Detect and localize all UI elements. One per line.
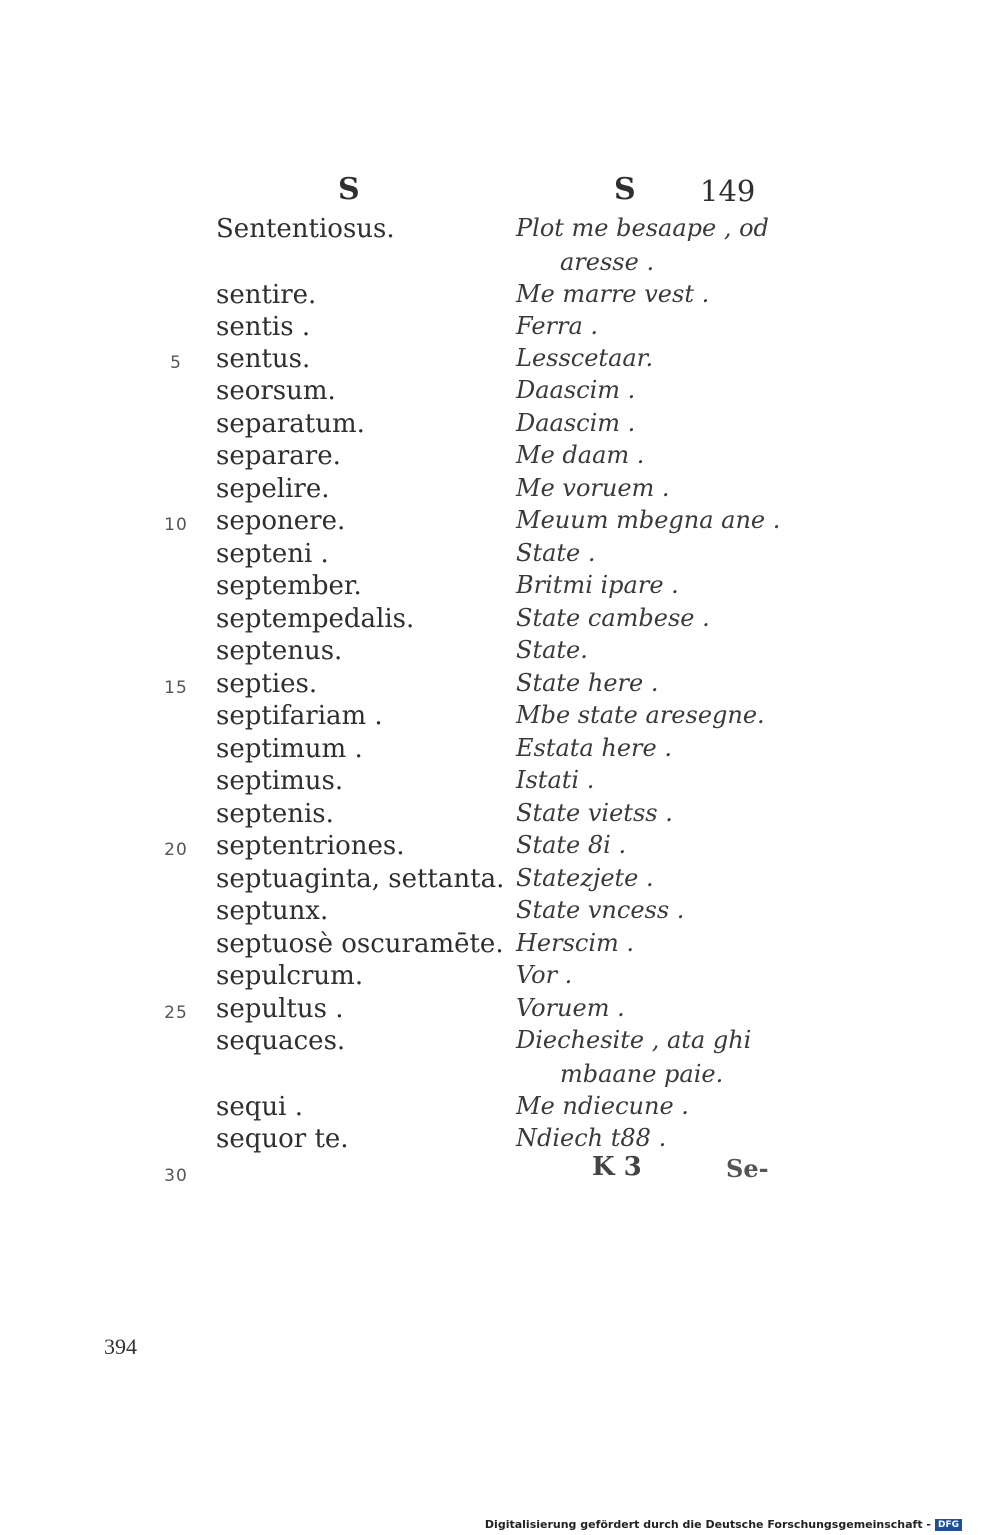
albanian-translation: State here . [516, 669, 659, 697]
latin-term: septies. [216, 669, 318, 699]
entry-row [0, 376, 1000, 410]
dfg-logo-icon: DFG [935, 1519, 962, 1531]
albanian-translation: State. [516, 636, 588, 664]
albanian-translation: State . [516, 539, 596, 567]
latin-term: sepelire. [216, 474, 330, 504]
latin-term: september. [216, 571, 362, 601]
latin-term: septenis. [216, 799, 334, 829]
entry-row [0, 961, 1000, 995]
latin-term: septeni . [216, 539, 329, 569]
entry-row [0, 864, 1000, 898]
line-number: 15 [164, 678, 188, 698]
latin-term: sequi . [216, 1092, 303, 1122]
albanian-translation: Britmi ipare . [516, 571, 679, 599]
latin-term: separatum. [216, 409, 365, 439]
latin-term: sequor te. [216, 1124, 349, 1154]
latin-term: sentis . [216, 312, 311, 342]
latin-term: septenus. [216, 636, 343, 666]
latin-term: septunx. [216, 896, 329, 926]
entry-row [0, 441, 1000, 475]
albanian-translation: Me ndiecune . [516, 1092, 689, 1120]
albanian-translation: Meuum mbegna ane . [516, 506, 781, 534]
footer-text: Digitalisierung gefördert durch die Deutsche Forschungsgemeinschaft - [484, 1518, 931, 1531]
albanian-translation: Plot me besaape , od [516, 214, 769, 242]
latin-term: separare. [216, 441, 341, 471]
albanian-translation: Vor . [516, 961, 573, 989]
header-right-letter: S [614, 172, 636, 207]
albanian-translation: State vncess . [516, 896, 685, 924]
albanian-translation: Me daam . [516, 441, 645, 469]
albanian-translation: Daascim . [516, 409, 636, 437]
entry-row [0, 1157, 1000, 1191]
albanian-translation: Estata here . [516, 734, 672, 762]
line-number: 20 [164, 840, 188, 860]
entry-row [0, 506, 1000, 540]
latin-term: sentire. [216, 280, 317, 310]
entry-row [0, 929, 1000, 963]
entry-row [0, 896, 1000, 930]
entry-row [0, 571, 1000, 605]
entry-row [0, 636, 1000, 670]
latin-term: seorsum. [216, 376, 336, 406]
entry-row [0, 604, 1000, 638]
albanian-translation: Istati . [516, 766, 595, 794]
line-number: 10 [164, 515, 188, 535]
entry-row [0, 831, 1000, 865]
latin-term: sepulcrum. [216, 961, 364, 991]
signature-mark: K 3 [592, 1152, 642, 1182]
latin-term: septuaginta, settanta. [216, 864, 505, 894]
albanian-translation: Me marre vest . [516, 280, 710, 308]
header-left-letter: S [338, 172, 360, 207]
scan-page-number: 394 [104, 1334, 137, 1359]
entry-row [0, 539, 1000, 573]
albanian-translation: State vietss . [516, 799, 673, 827]
albanian-translation: Ndiech t88 . [516, 1124, 667, 1152]
catchword: Se- [726, 1154, 769, 1183]
albanian-translation: Me voruem . [516, 474, 670, 502]
albanian-translation: Herscim . [516, 929, 635, 957]
entry-row [0, 734, 1000, 768]
albanian-translation: Lesscetaar. [516, 344, 654, 372]
entry-row [0, 409, 1000, 443]
latin-term: septempedalis. [216, 604, 415, 634]
line-number: 25 [164, 1003, 188, 1023]
footer-credit [485, 1518, 962, 1531]
latin-term: sequaces. [216, 1026, 346, 1056]
line-number: 30 [164, 1166, 188, 1186]
entry-row [0, 344, 1000, 378]
latin-term: Sententiosus. [216, 214, 395, 244]
entry-row [0, 312, 1000, 346]
entry-row [0, 214, 1000, 276]
latin-term: septimus. [216, 766, 344, 796]
entry-row [0, 474, 1000, 508]
albanian-translation-continued: mbaane paie. [560, 1060, 724, 1088]
albanian-translation: Daascim . [516, 376, 636, 404]
latin-term: sepultus . [216, 994, 344, 1024]
albanian-translation-continued: aresse . [560, 248, 655, 276]
albanian-translation: State 8i . [516, 831, 627, 859]
entry-row [0, 1124, 1000, 1158]
entry-row [0, 799, 1000, 833]
albanian-translation: Diechesite , ata ghi [516, 1026, 752, 1054]
albanian-translation: Voruem . [516, 994, 625, 1022]
entry-row [0, 669, 1000, 703]
albanian-translation: Mbe state aresegne. [516, 701, 765, 729]
latin-term: septuosè oscuramēte. [216, 929, 504, 959]
albanian-translation: State cambese . [516, 604, 710, 632]
latin-term: septifariam . [216, 701, 383, 731]
latin-term: seponere. [216, 506, 346, 536]
entry-row [0, 1092, 1000, 1126]
entry-row [0, 280, 1000, 314]
entry-row [0, 766, 1000, 800]
albanian-translation: Ferra . [516, 312, 599, 340]
albanian-translation: Statezjete . [516, 864, 654, 892]
entry-row [0, 994, 1000, 1028]
entry-row [0, 701, 1000, 735]
page-number: 149 [700, 174, 756, 208]
entry-row [0, 1026, 1000, 1088]
latin-term: septentriones. [216, 831, 405, 861]
latin-term: septimum . [216, 734, 363, 764]
line-number: 5 [170, 353, 182, 373]
latin-term: sentus. [216, 344, 311, 374]
